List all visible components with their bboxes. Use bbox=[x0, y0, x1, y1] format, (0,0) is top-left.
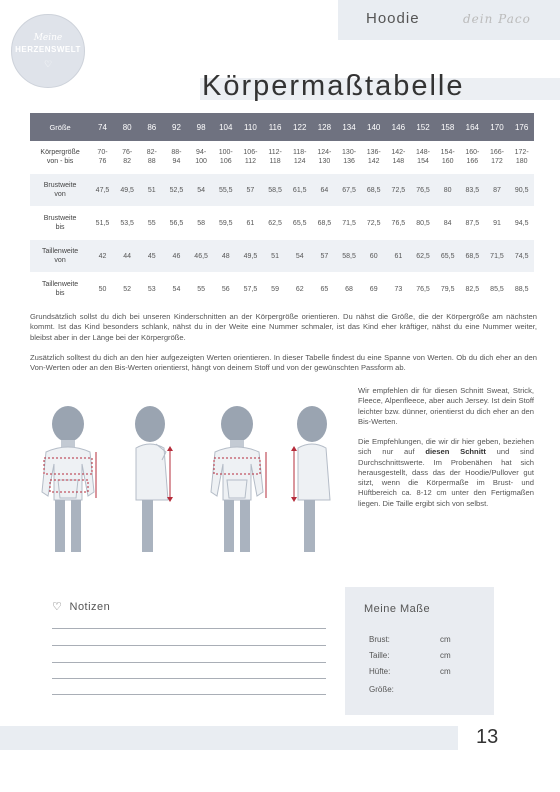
table-cell: 76,5 bbox=[411, 273, 436, 306]
table-cell: 46 bbox=[164, 240, 189, 273]
size-header-cell: 170 bbox=[485, 113, 510, 141]
table-cell: 51 bbox=[263, 240, 288, 273]
table-cell: 48 bbox=[213, 240, 238, 273]
table-cell: 68,5 bbox=[361, 174, 386, 207]
fit-notes: Die Empfehlungen, die wir dir hier geben, beziehen sich nur auf diesen Schnitt und sind Durchschnittswerte. Im Probenähen hat sich herausgestellt, dass das der Hoodie/Pullover gut sitzt, wenn die Körpermaße im Brust- und Hüftbereich ca. 8-12 cm unter den Fertigmaßen liegen. Die Taille ergibt sich von selbst. bbox=[358, 437, 534, 508]
size-header-cell: 140 bbox=[361, 113, 386, 141]
table-cell: 71,5 bbox=[337, 207, 362, 240]
child-figure-front-1 bbox=[38, 400, 102, 560]
logo bbox=[11, 14, 85, 88]
table-cell: 154- 160 bbox=[435, 141, 460, 174]
size-header-cell: 146 bbox=[386, 113, 411, 141]
table-cell: 65,5 bbox=[287, 207, 312, 240]
table-cell: 68,5 bbox=[460, 240, 485, 273]
measure-unit[interactable]: cm bbox=[440, 651, 451, 660]
size-header-cell: 152 bbox=[411, 113, 436, 141]
note-line[interactable] bbox=[52, 645, 326, 646]
table-cell: 136- 142 bbox=[361, 141, 386, 174]
table-cell: 88,5 bbox=[509, 273, 534, 306]
logo-heart-icon: ♡ bbox=[43, 59, 53, 69]
table-cell: 80,5 bbox=[411, 207, 436, 240]
table-cell: 88- 94 bbox=[164, 141, 189, 174]
size-header-cell: 158 bbox=[435, 113, 460, 141]
table-cell: 80 bbox=[435, 174, 460, 207]
table-cell: 58,5 bbox=[337, 240, 362, 273]
note-line[interactable] bbox=[52, 694, 326, 695]
logo-script: Meine bbox=[33, 33, 63, 43]
table-cell: 46,5 bbox=[189, 240, 214, 273]
child-figure-side-2 bbox=[290, 400, 346, 560]
size-header-row bbox=[30, 113, 534, 141]
table-cell: 71,5 bbox=[485, 240, 510, 273]
table-cell: 160- 166 bbox=[460, 141, 485, 174]
fabric-recommendation: Wir empfehlen dir für diesen Schnitt Sweat, Strick, Fleece, Alpenfleece, aber auch Jersey. Ist dein Stoff leichter bzw. dünner, orientierst du dich eher an den Bis-Werten. bbox=[358, 386, 534, 426]
measure-label-waist: Taille: bbox=[369, 651, 390, 660]
table-row bbox=[30, 273, 534, 306]
pattern-name: Hoodie bbox=[366, 10, 420, 27]
row-label: Brustweite bis bbox=[30, 207, 90, 240]
table-cell: 82,5 bbox=[460, 273, 485, 306]
table-cell: 62 bbox=[287, 273, 312, 306]
table-cell: 76,5 bbox=[386, 207, 411, 240]
measure-unit[interactable]: cm bbox=[440, 667, 451, 676]
table-cell: 130- 136 bbox=[337, 141, 362, 174]
table-cell: 61 bbox=[386, 240, 411, 273]
measure-label-chest: Brust: bbox=[369, 635, 390, 644]
table-cell: 69 bbox=[361, 273, 386, 306]
table-cell: 118- 124 bbox=[287, 141, 312, 174]
table-cell: 52 bbox=[115, 273, 140, 306]
table-cell: 55,5 bbox=[213, 174, 238, 207]
table-cell: 64 bbox=[312, 174, 337, 207]
table-cell: 172- 180 bbox=[509, 141, 534, 174]
table-cell: 84 bbox=[435, 207, 460, 240]
row-label: Taillenweite von bbox=[30, 240, 90, 273]
size-header-cell: 92 bbox=[164, 113, 189, 141]
table-cell: 49,5 bbox=[238, 240, 263, 273]
table-cell: 47,5 bbox=[90, 174, 115, 207]
table-cell: 57 bbox=[238, 174, 263, 207]
table-cell: 60 bbox=[361, 240, 386, 273]
row-label: Taillenweite bis bbox=[30, 273, 90, 306]
table-cell: 67,5 bbox=[337, 174, 362, 207]
note-line[interactable] bbox=[52, 678, 326, 679]
table-cell: 87,5 bbox=[460, 207, 485, 240]
table-cell: 59,5 bbox=[213, 207, 238, 240]
size-header-cell: 80 bbox=[115, 113, 140, 141]
size-header-cell: 116 bbox=[263, 113, 288, 141]
size-header-cell: 128 bbox=[312, 113, 337, 141]
table-cell: 57 bbox=[312, 240, 337, 273]
intro-paragraph: Grundsätzlich sollst du dich bei unseren Kinderschnitten an der Körpergröße orientieren. Du nähst die Größe, die der Körpergröße am nächsten kommt. Ist das Kind besonders schlank, nähst du in der Weite eine Nummer schmaler, ist das Kind eher kräftiger, nähst du eine Nummer weiter, bleibst aber in der Länge bei der Körpergröße. bbox=[30, 312, 537, 342]
table-cell: 59 bbox=[263, 273, 288, 306]
size-header-label: Größe bbox=[30, 113, 90, 141]
table-row bbox=[30, 240, 534, 273]
table-cell: 79,5 bbox=[435, 273, 460, 306]
my-measurements-card bbox=[345, 587, 494, 715]
table-cell: 91 bbox=[485, 207, 510, 240]
table-cell: 56,5 bbox=[164, 207, 189, 240]
measure-label-hip: Hüfte: bbox=[369, 667, 391, 676]
table-cell: 55 bbox=[139, 207, 164, 240]
child-figure-side-1 bbox=[126, 400, 182, 560]
note-line[interactable] bbox=[52, 662, 326, 663]
measure-unit[interactable]: cm bbox=[440, 635, 451, 644]
signature: dein Paco bbox=[463, 12, 531, 26]
table-cell: 62,5 bbox=[411, 240, 436, 273]
page-number: 13 bbox=[476, 726, 499, 748]
table-cell: 73 bbox=[386, 273, 411, 306]
size-header-cell: 122 bbox=[287, 113, 312, 141]
table-cell: 61,5 bbox=[287, 174, 312, 207]
table-cell: 58 bbox=[189, 207, 214, 240]
table-cell: 94- 100 bbox=[189, 141, 214, 174]
note-line[interactable] bbox=[52, 628, 326, 629]
size-header-cell: 110 bbox=[238, 113, 263, 141]
table-cell: 90,5 bbox=[509, 174, 534, 207]
table-cell: 166- 172 bbox=[485, 141, 510, 174]
row-label: Brustweite von bbox=[30, 174, 90, 207]
table-cell: 54 bbox=[164, 273, 189, 306]
table-cell: 56 bbox=[213, 273, 238, 306]
table-cell: 148- 154 bbox=[411, 141, 436, 174]
card-title: Meine Maße bbox=[364, 603, 431, 615]
measure-label-size: Größe: bbox=[369, 685, 394, 694]
table-cell: 62,5 bbox=[263, 207, 288, 240]
table-cell: 51,5 bbox=[90, 207, 115, 240]
table-cell: 53,5 bbox=[115, 207, 140, 240]
table-cell: 50 bbox=[90, 273, 115, 306]
size-header-cell: 104 bbox=[213, 113, 238, 141]
table-cell: 82- 88 bbox=[139, 141, 164, 174]
emphasis-this-pattern: diesen Schnitt bbox=[425, 447, 486, 457]
table-cell: 72,5 bbox=[361, 207, 386, 240]
size-header-cell: 164 bbox=[460, 113, 485, 141]
size-header-cell: 134 bbox=[337, 113, 362, 141]
table-cell: 74,5 bbox=[509, 240, 534, 273]
table-cell: 58,5 bbox=[263, 174, 288, 207]
table-row bbox=[30, 141, 534, 174]
table-cell: 42 bbox=[90, 240, 115, 273]
table-cell: 45 bbox=[139, 240, 164, 273]
table-cell: 94,5 bbox=[509, 207, 534, 240]
heart-icon: ♡ bbox=[52, 601, 63, 613]
table-cell: 87 bbox=[485, 174, 510, 207]
table-cell: 85,5 bbox=[485, 273, 510, 306]
table-cell: 57,5 bbox=[238, 273, 263, 306]
table-cell: 76- 82 bbox=[115, 141, 140, 174]
size-header-cell: 74 bbox=[90, 113, 115, 141]
table-cell: 106- 112 bbox=[238, 141, 263, 174]
table-cell: 49,5 bbox=[115, 174, 140, 207]
table-row bbox=[30, 174, 534, 207]
table-cell: 51 bbox=[139, 174, 164, 207]
table-cell: 68 bbox=[337, 273, 362, 306]
table-cell: 65 bbox=[312, 273, 337, 306]
notes-heading: ♡ Notizen bbox=[52, 601, 111, 613]
table-cell: 52,5 bbox=[164, 174, 189, 207]
table-cell: 142- 148 bbox=[386, 141, 411, 174]
table-cell: 53 bbox=[139, 273, 164, 306]
table-cell: 124- 130 bbox=[312, 141, 337, 174]
table-row bbox=[30, 207, 534, 240]
table-cell: 65,5 bbox=[435, 240, 460, 273]
table-cell: 54 bbox=[287, 240, 312, 273]
table-cell: 70- 76 bbox=[90, 141, 115, 174]
row-label: Körpergröße von - bis bbox=[30, 141, 90, 174]
footer-band bbox=[0, 726, 458, 750]
table-cell: 55 bbox=[189, 273, 214, 306]
table-cell: 100- 106 bbox=[213, 141, 238, 174]
table-cell: 72,5 bbox=[386, 174, 411, 207]
logo-wordmark: HERZENSWELT bbox=[15, 45, 81, 54]
table-cell: 112- 118 bbox=[263, 141, 288, 174]
size-header-cell: 176 bbox=[509, 113, 534, 141]
size-table bbox=[30, 113, 534, 306]
size-header-cell: 86 bbox=[139, 113, 164, 141]
table-cell: 68,5 bbox=[312, 207, 337, 240]
table-cell: 83,5 bbox=[460, 174, 485, 207]
table-cell: 44 bbox=[115, 240, 140, 273]
size-header-cell: 98 bbox=[189, 113, 214, 141]
table-cell: 61 bbox=[238, 207, 263, 240]
range-paragraph: Zusätzlich solltest du dich an den hier aufgezeigten Werten orientieren. In dieser Tabelle findest du eine Spanne von Werten. Ob du dich eher an den Von-Werten oder an den Bis-Werten orientierst, hängt von deinem Stoff und von der gewünschten Passform ab. bbox=[30, 353, 537, 373]
page-title: Körpermaßtabelle bbox=[202, 70, 465, 102]
child-figure-front-2 bbox=[206, 400, 272, 560]
table-cell: 54 bbox=[189, 174, 214, 207]
table-cell: 76,5 bbox=[411, 174, 436, 207]
